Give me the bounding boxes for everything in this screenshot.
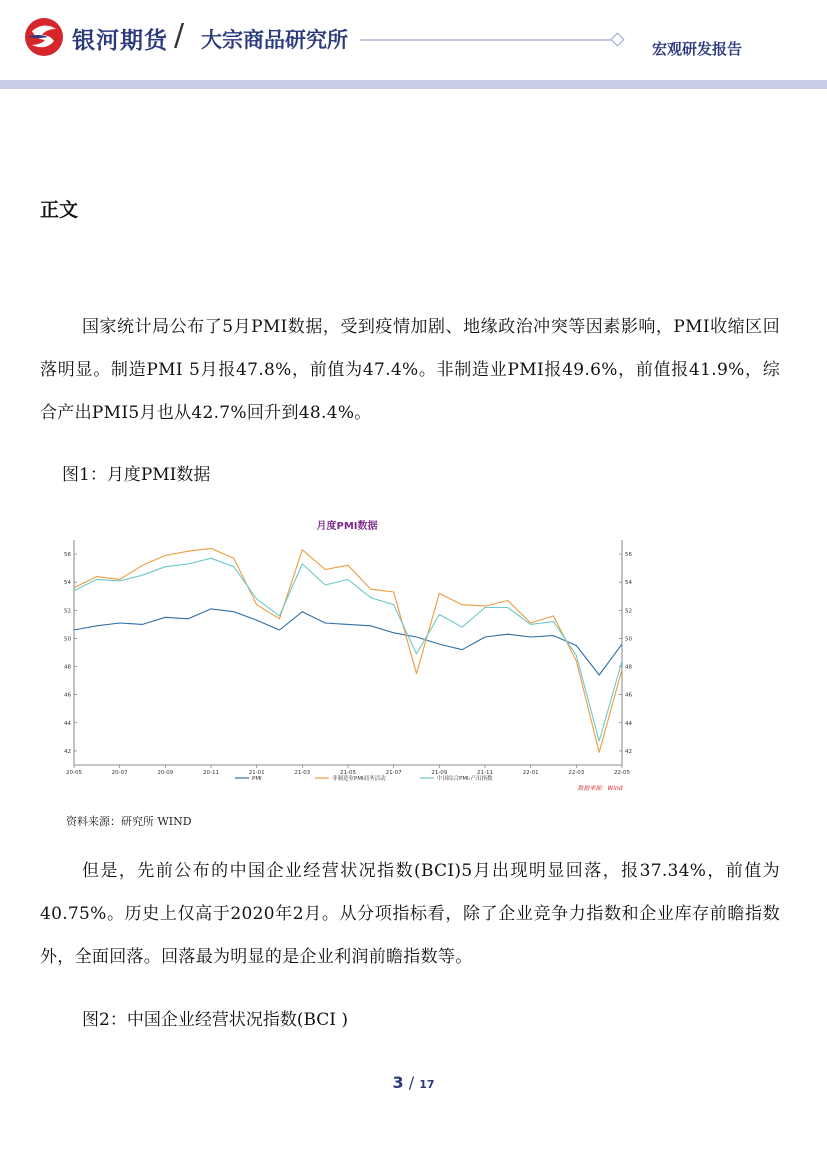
x-tick-label: 20-09 <box>157 770 174 776</box>
x-tick-label: 21-11 <box>477 770 493 776</box>
figure1-caption: 图1：月度PMI数据 <box>62 465 211 485</box>
pmi-chart-svg <box>60 510 640 795</box>
page-header <box>0 0 827 82</box>
section-title: 正文 <box>40 199 79 221</box>
brand-name: 银河期货 <box>72 28 168 54</box>
y-tick-label: 56 <box>625 552 632 559</box>
institute-name: 大宗商品研究所 <box>201 28 348 52</box>
y-tick-label: 52 <box>64 608 71 615</box>
x-tick-label: 21-03 <box>294 770 311 776</box>
header-strip <box>0 80 827 89</box>
y-tick-label: 46 <box>64 692 71 699</box>
series-line <box>74 558 622 741</box>
y-tick-label: 54 <box>625 580 632 587</box>
x-tick-label: 21-09 <box>431 770 448 776</box>
series-line <box>74 609 622 675</box>
report-type: 宏观研发报告 <box>652 40 743 58</box>
figure2-caption: 图2：中国企业经营状况指数(BCI ) <box>82 1010 349 1030</box>
paragraph-bci: 但是，先前公布的中国企业经营状况指数(BCI)5月出现明显回落，报37.34%，前值为40.75%。历史上仅高于2020年2月。从分项指标看，除了企业竞争力指数和企业库存前瞻指数外，全面回落。回落最为明显的是企业利润前瞻指数等。 <box>40 861 780 967</box>
page-separator: / <box>408 1073 415 1092</box>
y-tick-label: 44 <box>64 720 71 727</box>
chart-legend <box>235 774 493 782</box>
header-decor-line <box>360 32 630 48</box>
chart-source-note: 数据来源：Wind <box>577 785 623 792</box>
x-tick-label: 22-05 <box>614 770 630 776</box>
header-divider: / <box>174 18 185 53</box>
x-tick-label: 22-01 <box>522 770 539 776</box>
figure1-source: 资料来源：研究所 WIND <box>66 815 192 828</box>
x-tick-label: 20-05 <box>66 770 82 776</box>
page-number <box>0 1073 827 1092</box>
y-tick-label: 48 <box>625 664 632 671</box>
legend-label: 非制造业PMI商务活动 <box>332 776 386 782</box>
page-current: 3 <box>392 1073 404 1092</box>
x-tick-label: 21-01 <box>248 770 265 776</box>
x-tick-label: 20-11 <box>203 770 219 776</box>
y-tick-label: 50 <box>625 636 632 643</box>
chart-axes <box>64 540 632 776</box>
legend-label: 中国综合PMI:产出指数 <box>437 776 493 782</box>
page-total: 17 <box>419 1078 435 1091</box>
x-tick-label: 21-07 <box>385 770 402 776</box>
paragraph-pmi: 国家统计局公布了5月PMI数据，受到疫情加剧、地缘政治冲突等因素影响，PMI收缩区回落明显。制造PMI 5月报47.8%，前值为47.4%。非制造业PMI报49.6%，前值报41.9%，综合产出PMI5月也从42.7%回升到48.4%。 <box>40 317 780 423</box>
y-tick-label: 56 <box>64 552 71 559</box>
y-tick-label: 42 <box>625 748 632 755</box>
legend-label: PMI <box>252 776 262 782</box>
chart-title: 月度PMI数据 <box>316 521 378 532</box>
x-tick-label: 22-03 <box>568 770 585 776</box>
pmi-chart <box>60 510 640 795</box>
y-tick-label: 46 <box>625 692 632 699</box>
chart-series <box>74 548 622 752</box>
y-tick-label: 44 <box>625 720 632 727</box>
y-tick-label: 42 <box>64 748 71 755</box>
y-tick-label: 48 <box>64 664 71 671</box>
y-tick-label: 50 <box>64 636 71 643</box>
y-tick-label: 52 <box>625 608 632 615</box>
x-tick-label: 20-07 <box>111 770 128 776</box>
yinhe-logo-icon <box>24 17 64 57</box>
x-tick-label: 21-05 <box>340 770 356 776</box>
y-tick-label: 54 <box>64 580 71 587</box>
